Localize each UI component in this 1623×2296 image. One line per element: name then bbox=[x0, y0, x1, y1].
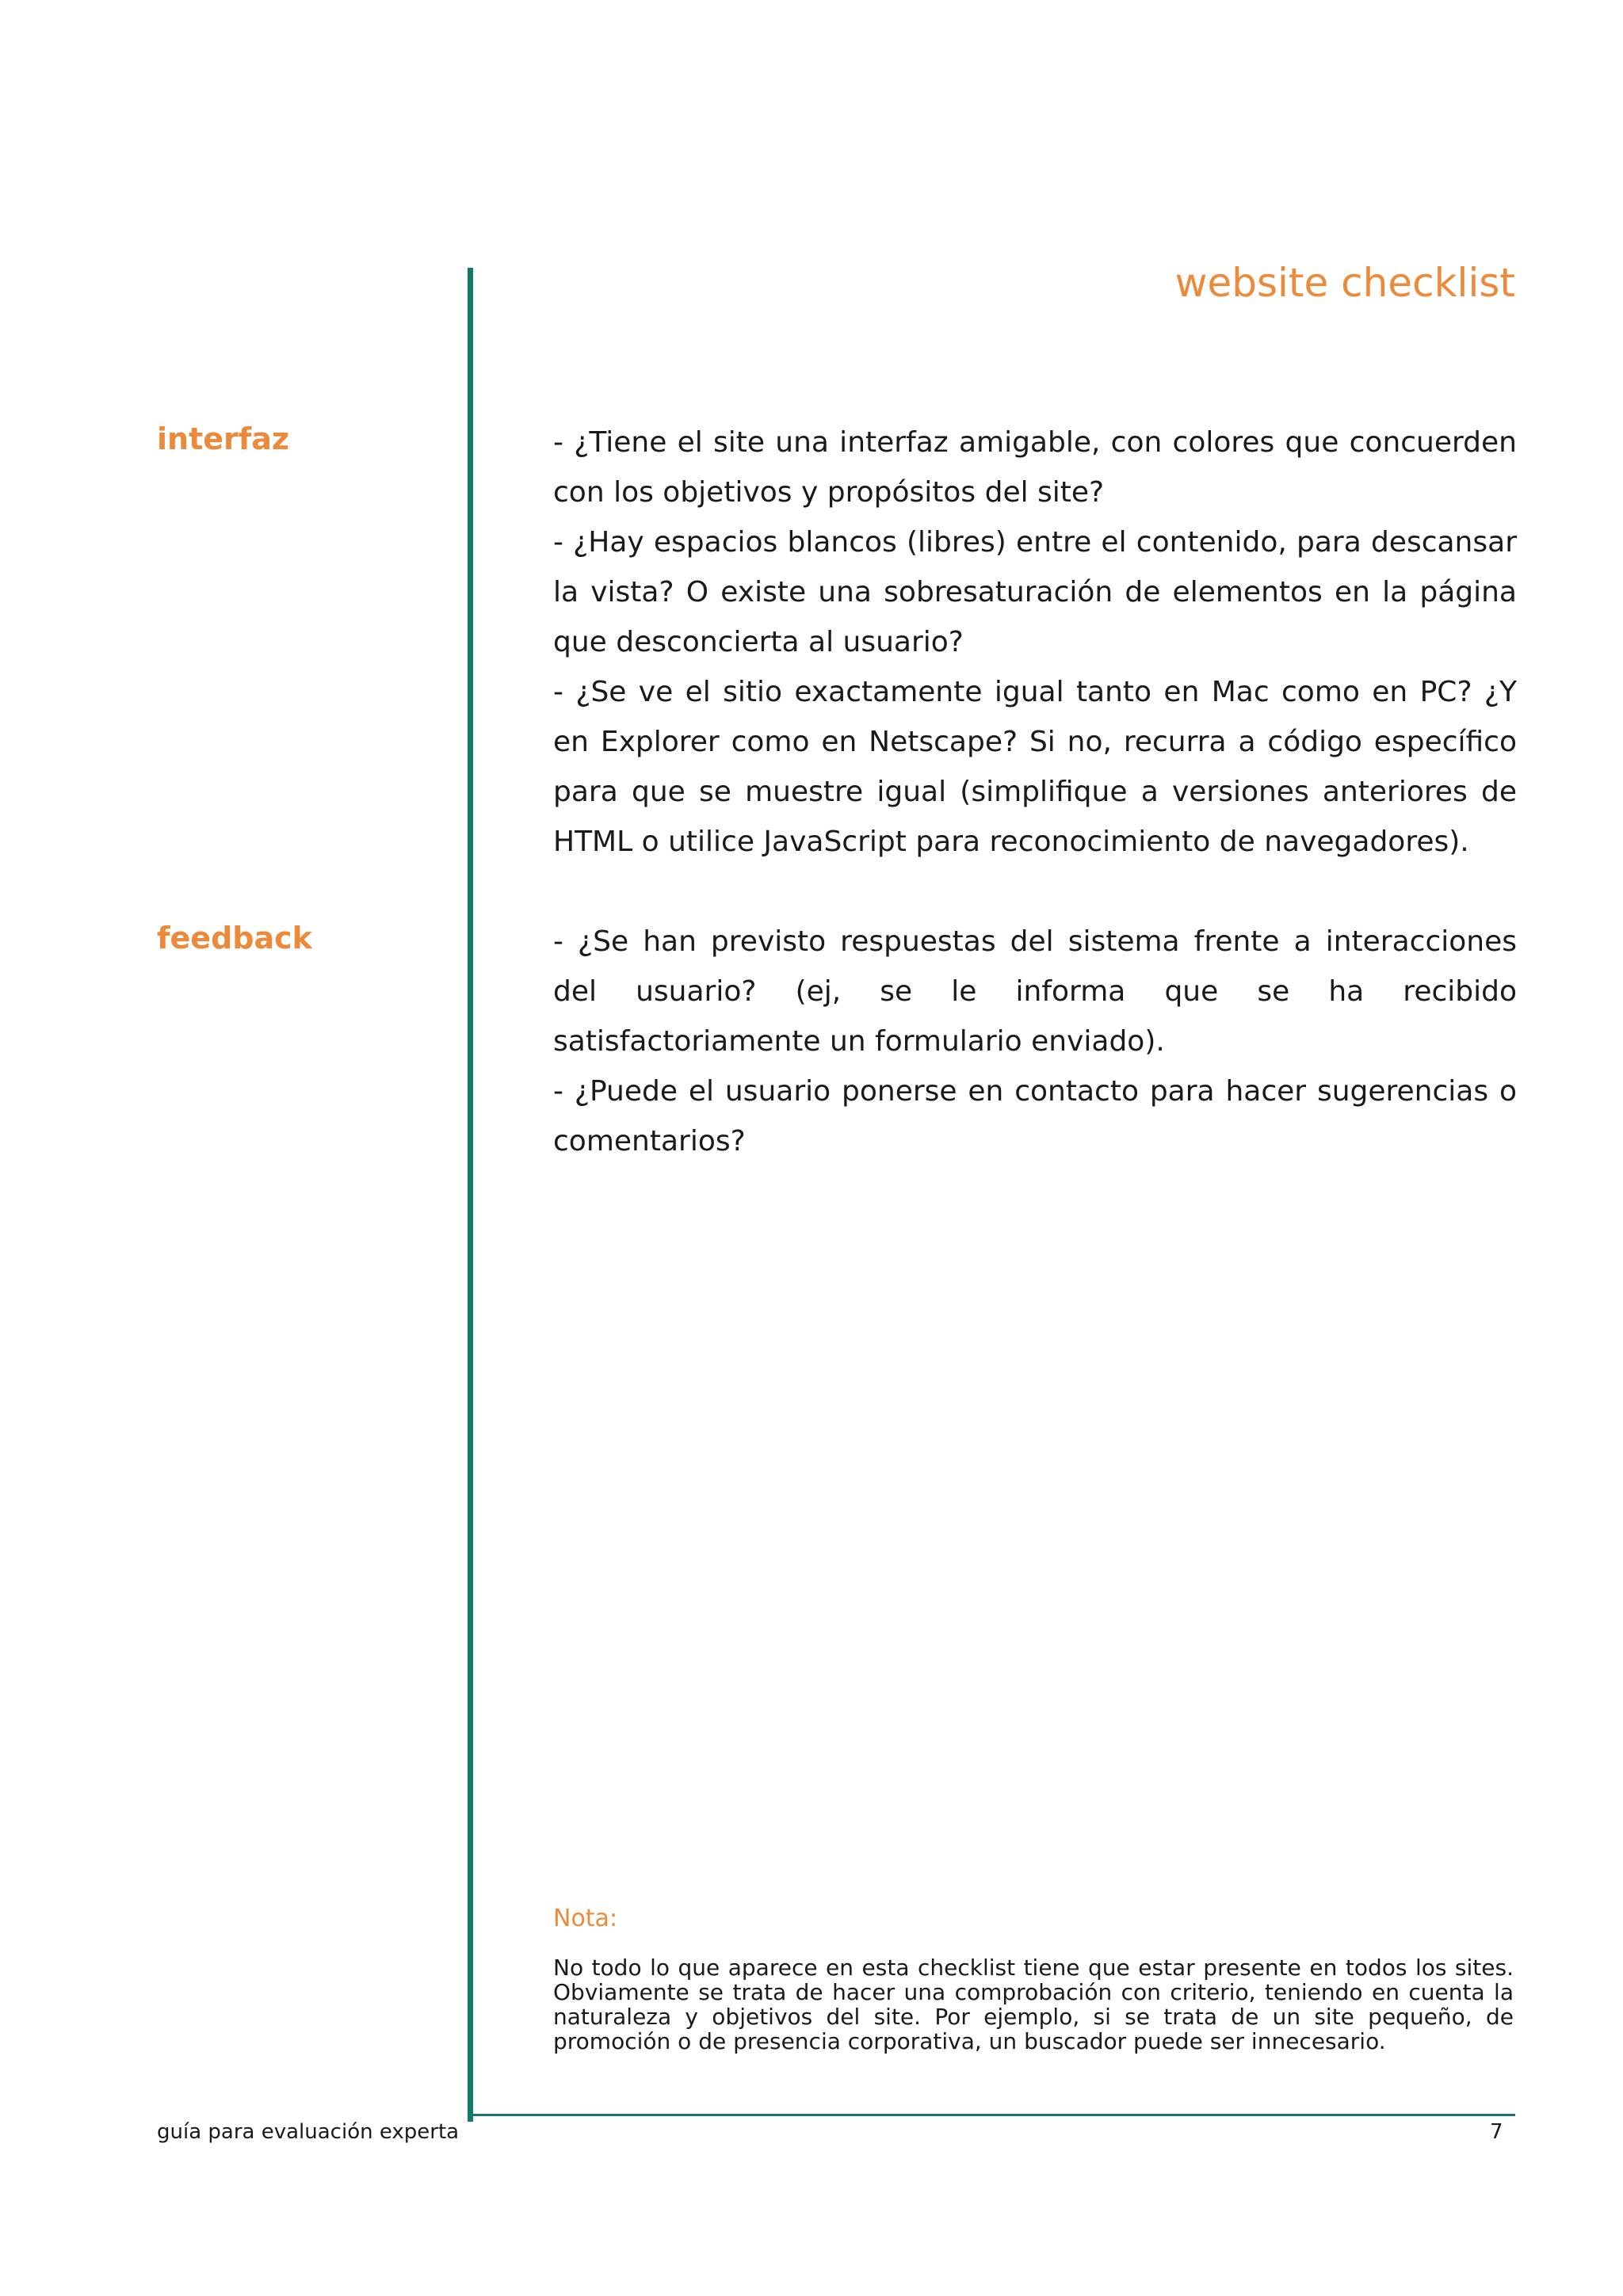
checklist-item: - ¿Se han previsto respuestas del sistema frente a interacciones del usuario? (ej, se le informa que se ha recibido satisfactoriamente un formulario enviado). bbox=[553, 925, 1517, 1058]
note-label: Nota: bbox=[553, 1905, 618, 1932]
page-number: 7 bbox=[1490, 2120, 1503, 2144]
section-body-interfaz bbox=[553, 418, 1517, 867]
note-text: No todo lo que aparece en esta checklist tiene que estar presente en todos los sites. Obviamente se trata de hacer una comprobación con criterio, teniendo en cuenta la naturaleza y objetivos del site. Por ejemplo, si se trata de un site pequeño, de promoción o de presencia corporativa, un buscador puede ser innecesario. bbox=[553, 1955, 1514, 2054]
checklist-item: - ¿Puede el usuario ponerse en contacto para hacer sugerencias o comentarios? bbox=[553, 1075, 1517, 1158]
footer-title: guía para evaluación experta bbox=[157, 2120, 460, 2144]
checklist-item: - ¿Se ve el sitio exactamente igual tanto en Mac como en PC? ¿Y en Explorer como en Netscape? Si no, recurra a código específico para que se muestre igual (simplifique a versiones anteriores de HTML o utilice JavaScript para reconocimiento de navegadores). bbox=[553, 676, 1517, 858]
vertical-divider bbox=[468, 268, 473, 2122]
section-body-feedback bbox=[553, 917, 1517, 1166]
checklist-item: - ¿Tiene el site una interfaz amigable, con colores que concuerden con los objetivos y propósitos del site? bbox=[553, 426, 1517, 509]
section-label-interfaz: interfaz bbox=[157, 421, 290, 456]
page-title: website checklist bbox=[1174, 260, 1515, 306]
footer-divider bbox=[472, 2114, 1515, 2116]
checklist-item: - ¿Hay espacios blancos (libres) entre el contenido, para descansar la vista? O existe una sobresaturación de elementos en la página que desconcierta al usuario? bbox=[553, 526, 1517, 658]
section-label-feedback: feedback bbox=[157, 921, 312, 955]
